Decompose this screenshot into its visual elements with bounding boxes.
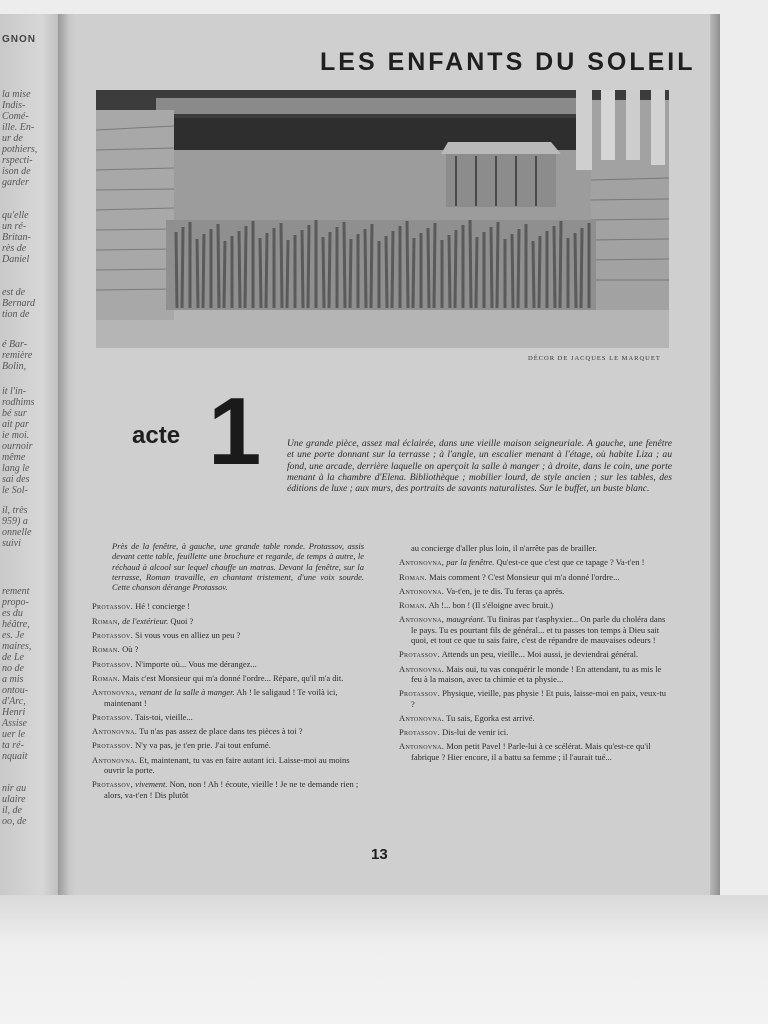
dialogue-text: Où ? — [122, 644, 139, 655]
speaker-name: Protassov. — [92, 601, 134, 612]
dialogue-text: Et, maintenant, tu vas en faire autant ici. Laisse-moi au moins ouvrir la porte. — [104, 754, 350, 776]
speaker-direction: maugréant. — [446, 614, 486, 625]
speaker-name: Antonovna, — [92, 687, 138, 698]
dialogue-column-right — [399, 543, 671, 766]
speaker-name: Protassov. — [399, 727, 441, 738]
left-page-text-fragment: un ré- — [2, 221, 27, 232]
fence-stake — [575, 233, 576, 308]
left-page-text-fragment: it l'in- — [2, 386, 27, 397]
fence-stake — [365, 229, 366, 308]
fence-stake — [239, 231, 240, 308]
dialogue-text: Mais comment ? C'est Monsieur qui m'a donné l'ordre... — [429, 571, 620, 582]
speaker-name: Protassov. — [92, 658, 134, 669]
left-page-text-fragment: ur de — [2, 133, 23, 144]
fence-stake — [581, 228, 582, 308]
left-page-text-fragment: il, très — [2, 505, 28, 516]
left-page-text-fragment: rès de — [2, 243, 27, 254]
fence-stake — [434, 223, 435, 308]
fence-stake — [287, 240, 288, 308]
dialogue-text: Mon petit Pavel ! Parle-lui à ce scélérat. Mais qu'est-ce qu'il fabrique ? Hier encore, il a battu sa femme ; il l'aurait tué... — [411, 741, 651, 762]
left-page-text-fragment: ulaire — [2, 794, 26, 805]
dialogue-text: Tu n'as pas assez de place dans tes pièces à toi ? — [139, 726, 303, 737]
left-page-text-fragment: rodhims — [2, 397, 35, 408]
left-page-text-fragment: Assise — [2, 718, 27, 729]
left-page-text-fragment: ait par — [2, 419, 29, 430]
speaker-direction: par la fenêtre. — [446, 557, 495, 568]
left-page-text-fragment: Britan- — [2, 232, 31, 243]
left-page-text-fragment: nquait — [2, 751, 28, 762]
dialogue-text: Tu finiras par t'asphyxier... On parle du choléra dans le pays. Tu es pourtant fils de général... et tu passes ton temps à Dieu sait quoi, et tout ce que tu sais faire, c'est de répandre de mauvaises odeurs ! — [411, 614, 666, 646]
dialogue-text: Ah !... bon ! (Il s'éloigne avec bruit.) — [428, 600, 554, 611]
left-page-text-fragment: d'Arc, — [2, 696, 26, 707]
dialogue-text: Non, non ! Ah ! écoute, vieille ! Je ne te demande rien ; alors, va-t'en ! Dis plutôt — [104, 779, 359, 800]
fence-stake — [413, 238, 414, 308]
stage-direction: Une grande pièce, assez mal éclairée, dans une vieille maison seigneuriale. A gauche, une fenêtre et une porte donnant sur la terrasse ; à l'angle, un escalier menant à l'étage, où habite Liza ; au fond, une arcade, derrière laquelle on aperçoit la salle à manger ; à droite, dans le coin, une porte menant à la chambre d'Elena. Bibliothèque ; mobilier lourd, de style ancien ; sur les tables, des éditions de luxe ; aux murs, des portraits de savants naturalistes. Sur le buffet, un buste blanc. — [287, 438, 672, 495]
dialogue-text: Tais-toi, vieille... — [135, 711, 193, 722]
fence-stake — [392, 231, 393, 308]
photo-caption: DÉCOR DE JACQUES LE MARQUET — [528, 355, 661, 362]
fence-stake — [329, 232, 330, 308]
dialogue-line — [92, 673, 364, 683]
speaker-name: Protassov. — [399, 649, 441, 660]
fence-stake — [260, 238, 261, 308]
speaker-name: Antonovna. — [399, 712, 445, 723]
dialogue-line — [92, 630, 364, 640]
dialogue-line — [399, 614, 671, 645]
fence-stake — [476, 237, 477, 308]
dialogue-text: Ah ! le saligaud ! Te voilà ici, maintenant ! — [104, 687, 338, 708]
fence-stake — [203, 234, 204, 308]
dialogue-text: Va-t'en, je te dis. Tu feras ça après. — [446, 585, 565, 596]
left-page-text-fragment: nir au — [2, 783, 27, 794]
left-page-text-fragment: Indis- — [2, 100, 26, 111]
left-page-text-fragment: remière — [2, 350, 33, 361]
speaker-name: Protassov, — [92, 779, 134, 790]
left-page-text-fragment: pothiers, — [2, 144, 38, 155]
dialogue-line — [399, 586, 671, 596]
fence-stake — [350, 239, 351, 308]
left-page-text-fragment: héâtre, — [2, 619, 30, 630]
left-page-text-fragment: ie moi. — [2, 430, 30, 441]
fence-stake — [371, 224, 372, 308]
fence-stake — [470, 220, 471, 308]
fence-stake — [344, 222, 345, 308]
dialogue-line — [92, 659, 364, 669]
dialogue-line — [399, 727, 671, 737]
left-page-text-fragment: es du — [2, 608, 23, 619]
dialogue-line — [399, 572, 671, 582]
dialogue-line — [399, 664, 671, 685]
dialogue-lines-right — [399, 557, 671, 762]
left-page-text-fragment: é Bar- — [2, 339, 28, 350]
speaker-direction: de l'extérieur. — [122, 615, 169, 626]
left-page-text-fragment: onnelle — [2, 527, 32, 538]
left-page-text-fragment: 959) a — [2, 516, 28, 527]
left-page-text-fragment: ontou- — [2, 685, 29, 696]
dialogue-text: Qu'est-ce que c'est que ce tapage ? Va-t'en ! — [496, 557, 645, 568]
left-page-text-fragment: oo, de — [2, 816, 27, 827]
dialogue-text: N'y va pas, je t'en prie. J'ai tout enfumé. — [135, 740, 271, 751]
fence-stake — [539, 236, 540, 308]
fence-stake — [455, 230, 456, 308]
left-page-edge — [0, 14, 60, 904]
left-page-text-fragment: suivi — [2, 538, 21, 549]
dialogue-line — [92, 779, 364, 800]
left-page-text-fragment: le Sol- — [2, 485, 28, 496]
dialogue-line — [399, 741, 671, 762]
dialogue-column-left — [92, 541, 364, 804]
dialogue-line — [92, 644, 364, 654]
fence-stake — [176, 232, 177, 308]
dialogue-line — [92, 740, 364, 750]
left-page-text-fragment: la mise — [2, 89, 31, 100]
fence-stake — [197, 239, 198, 308]
fence-stake — [491, 227, 492, 308]
left-page-text-fragment: propo- — [2, 597, 29, 608]
speaker-name: Antonovna. — [92, 726, 138, 737]
speaker-name: Antonovna. — [399, 663, 445, 674]
speaker-name: Protassov. — [92, 740, 134, 751]
left-page-text-fragment: tion de — [2, 309, 30, 320]
fence-stake — [386, 236, 387, 308]
left-page-text-fragment: ison de — [2, 166, 31, 177]
speaker-name: Antonovna, — [399, 557, 445, 568]
left-page-text-fragment: ta ré- — [2, 740, 24, 751]
speaker-name: Roman. — [399, 600, 427, 611]
fence-stake — [266, 233, 267, 308]
dialogue-line — [399, 557, 671, 567]
left-page-text-fragment: a mis — [2, 674, 24, 685]
dialogue-text: Physique, vieille, pas physie ! Et puis, laisse-moi en paix, veux-tu ? — [411, 688, 666, 709]
fence-stake — [182, 227, 183, 308]
article-title: LES ENFANTS DU SOLEIL — [320, 48, 696, 76]
dialogue-text: Dis-lui de venir ici. — [442, 727, 509, 738]
fence-stake — [245, 226, 246, 308]
dialogue-text: Mais oui, tu vas conquérir le monde ! En attendant, tu as mis le feu à la maison, avec ta chimie et ta physie... — [411, 663, 662, 684]
fence-stake — [323, 237, 324, 308]
left-page-text-fragment: Daniel — [2, 254, 30, 265]
speaker-name: Protassov. — [92, 630, 134, 641]
left-page-text-fragment: de Le — [2, 652, 24, 663]
fence-stake — [512, 234, 513, 308]
fence-stake — [218, 224, 219, 308]
speaker-name: Protassov. — [92, 711, 134, 722]
act-number: 1 — [208, 378, 262, 485]
left-page-text-fragment: Henri — [2, 707, 26, 718]
fence-stake — [497, 222, 498, 308]
speaker-name: Antonovna. — [399, 741, 445, 752]
dialogue-line — [399, 600, 671, 610]
fence-stake — [554, 226, 555, 308]
fence-stake — [533, 241, 534, 308]
dialogue-continuation: au concierge d'aller plus loin, il n'arrête pas de brailler. — [411, 543, 597, 553]
left-page-text-fragment: Comé- — [2, 111, 29, 122]
fence-stake — [560, 221, 561, 308]
dialogue-lines-left — [92, 601, 364, 799]
dialogue-text: Quoi ? — [170, 615, 194, 626]
dialogue-line — [399, 713, 671, 723]
dialogue-line — [92, 712, 364, 722]
dialogue-text: Tu sais, Egorka est arrivé. — [446, 712, 535, 723]
speaker-name: Roman. — [399, 571, 427, 582]
page-edge-shadow — [710, 14, 720, 900]
dialogue-text: Attends un peu, vieille... Moi aussi, je deviendrai général. — [441, 649, 639, 660]
dialogue-text: Mais c'est Monsieur qui m'a donné l'ordre... Répare, qu'il m'a dit. — [122, 672, 344, 683]
page-number: 13 — [371, 846, 388, 863]
dialogue-line — [92, 726, 364, 736]
dialogue-text: N'importe où... Vous me dérangez... — [135, 658, 257, 669]
left-page-text-fragment: lang le — [2, 463, 30, 474]
dialogue-text: Si vous vous en alliez un peu ? — [135, 630, 241, 641]
left-page-text-fragment: ournoir — [2, 441, 33, 452]
fence-stake — [224, 241, 225, 308]
dialogue-line — [399, 688, 671, 709]
dialogue-text: Hé ! concierge ! — [135, 601, 190, 612]
left-page-text-fragment: es. Je — [2, 630, 25, 641]
left-page-text-fragment: sai des — [2, 474, 30, 485]
fence-stake — [407, 221, 408, 308]
speaker-name: Antonovna, — [399, 614, 445, 625]
left-page-text-fragment: même — [2, 452, 26, 463]
speaker-direction: vivement. — [135, 779, 168, 790]
left-page-text-fragment: Bernard — [2, 298, 35, 309]
fence-stake — [449, 235, 450, 308]
fence-stake — [308, 225, 309, 308]
fence-stake — [281, 223, 282, 308]
left-page-text-fragment: rspecti- — [2, 155, 33, 166]
stage-set-photo — [96, 90, 669, 348]
speaker-direction: venant de la salle à manger. — [139, 687, 235, 698]
left-page-text-fragment: est de — [2, 287, 26, 298]
act-label: acte — [132, 422, 181, 449]
scanner-bed — [0, 895, 768, 1024]
dialogue-line — [399, 649, 671, 659]
left-page-text-fragment: qu'elle — [2, 210, 29, 221]
left-page-text-fragment: garder — [2, 177, 29, 188]
dialogue-line — [92, 755, 364, 776]
speaker-name: Antonovna. — [399, 585, 445, 596]
left-page-text-fragment: Bolin, — [2, 361, 27, 372]
speaker-name: Roman. — [92, 644, 120, 655]
left-page-text-fragment: bé sur — [2, 408, 27, 419]
left-page-text-fragment: uer le — [2, 729, 26, 740]
dialogue-line — [92, 616, 364, 626]
left-page-text-fragment: no de — [2, 663, 24, 674]
fence-stake — [302, 230, 303, 308]
speaker-name: Roman, — [92, 615, 120, 626]
left-page-text-fragment: maires, — [2, 641, 32, 652]
speaker-name: Roman. — [92, 672, 120, 683]
dialogue-line — [92, 601, 364, 611]
dialogue-line — [92, 687, 364, 708]
fence-stake — [428, 228, 429, 308]
left-page-text-fragment: rement — [2, 586, 30, 597]
left-page-text-fragment: il, de — [2, 805, 22, 816]
left-page-text-fragment: GNON — [2, 34, 36, 45]
intro-direction: Près de la fenêtre, à gauche, une grande table ronde. Protassov, assis devant cette table, feuillette une brochure et regarde, de temps à autre, le réchaud à alcool sur lequel chauffe un matras. Devant la fenêtre, sur la terrasse, Roman travaille, en chantant tristement, d'une voix sourde. Cette chanson dérange Protassov. — [112, 541, 364, 593]
left-page-text-fragment: ille. En- — [2, 122, 35, 133]
speaker-name: Protassov. — [399, 688, 441, 699]
speaker-name: Antonovna. — [92, 754, 138, 765]
fence-stake — [518, 229, 519, 308]
